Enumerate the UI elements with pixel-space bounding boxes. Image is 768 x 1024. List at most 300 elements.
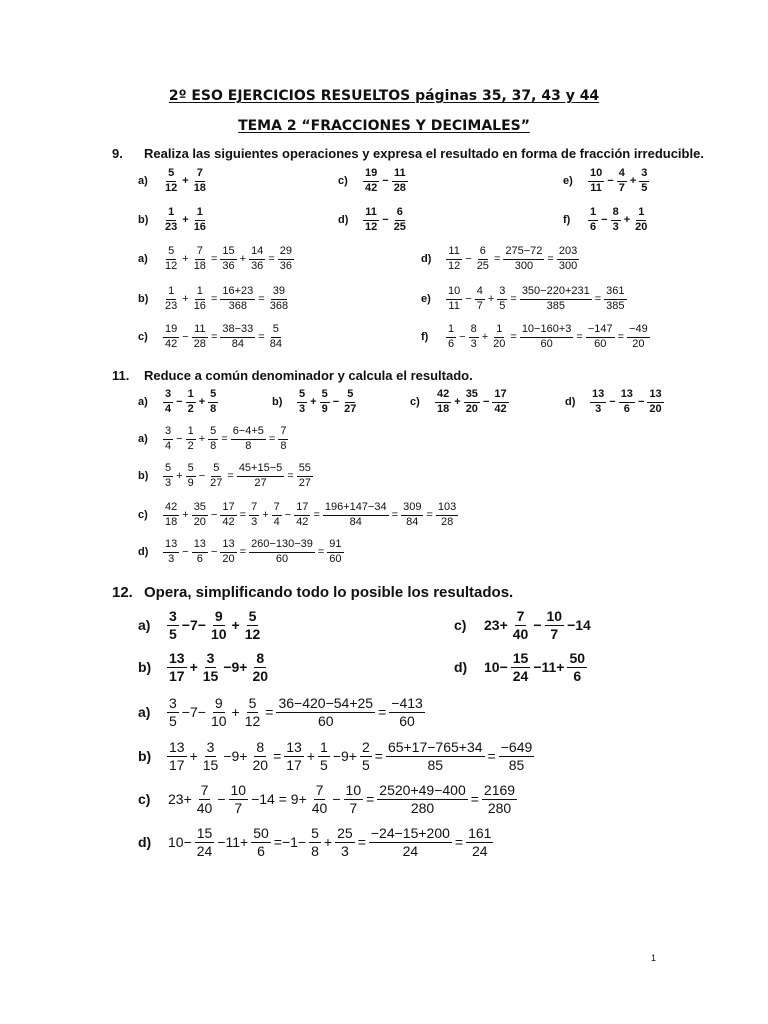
- operator: −: [176, 433, 183, 446]
- fraction: [520, 286, 592, 312]
- fraction: [323, 502, 389, 528]
- operator: 23+: [484, 617, 508, 634]
- fraction: [167, 696, 179, 728]
- math-expression: [589, 389, 665, 415]
- fraction: [251, 826, 271, 858]
- denominator: 6: [257, 842, 265, 859]
- item-label: b): [138, 214, 149, 227]
- fraction: [163, 168, 179, 194]
- fraction: [220, 246, 236, 272]
- fraction: [492, 389, 508, 415]
- fraction: [268, 324, 284, 350]
- denominator: 24: [512, 667, 529, 684]
- math-expression: [166, 740, 535, 772]
- numerator: 4: [617, 168, 627, 182]
- numerator: 42: [435, 389, 451, 403]
- numerator: 1: [446, 324, 456, 338]
- denominator: 20: [635, 220, 648, 233]
- operator: −: [182, 331, 189, 344]
- fraction: [588, 207, 598, 233]
- item-label: e): [563, 175, 573, 188]
- denominator: 84: [349, 515, 362, 528]
- operator: +: [176, 470, 183, 483]
- numerator: 3: [163, 426, 173, 440]
- fraction: [272, 502, 282, 528]
- fraction: [363, 168, 379, 194]
- item-label: a): [138, 433, 148, 446]
- numerator: 7: [516, 608, 525, 624]
- solution-11b: [138, 463, 314, 489]
- math-expression: [587, 207, 650, 233]
- numerator: 15: [512, 650, 529, 666]
- operator: −: [198, 470, 206, 483]
- numerator: −49: [627, 324, 650, 338]
- numerator: 10: [588, 168, 604, 182]
- operator: =: [268, 433, 276, 446]
- fraction: [249, 539, 315, 565]
- numerator: 8: [611, 207, 621, 221]
- denominator: 15: [202, 667, 219, 684]
- fraction: [567, 651, 587, 683]
- fraction: [392, 168, 408, 194]
- denominator: 18: [193, 259, 206, 272]
- item-label: c): [410, 396, 420, 409]
- numerator: 9: [214, 695, 223, 711]
- item-label: d): [421, 253, 432, 266]
- operator: =: [210, 293, 218, 306]
- item-label: c): [138, 791, 151, 808]
- fraction: [590, 389, 606, 415]
- fraction: [320, 389, 330, 415]
- denominator: 27: [344, 402, 357, 415]
- fraction: [192, 246, 208, 272]
- solution-9c: [138, 324, 285, 350]
- solution-11c: [138, 502, 459, 528]
- denominator: 18: [437, 402, 450, 415]
- operator: =: [287, 470, 294, 483]
- denominator: 42: [222, 515, 235, 528]
- math-expression: [162, 246, 295, 272]
- denominator: 3: [299, 402, 306, 415]
- fraction: [167, 651, 187, 683]
- item-label: c): [138, 509, 148, 522]
- numerator: 6: [395, 207, 405, 221]
- denominator: 6: [623, 402, 630, 415]
- denominator: 280: [410, 799, 435, 816]
- fraction: [231, 426, 266, 452]
- operator: −: [465, 253, 472, 266]
- denominator: 3: [165, 476, 172, 489]
- numerator: 1: [186, 389, 196, 403]
- denominator: 20: [465, 402, 478, 415]
- numerator: 42: [163, 502, 179, 516]
- operator: =: [221, 433, 228, 446]
- item-label: d): [138, 834, 152, 851]
- fraction: [499, 740, 535, 772]
- denominator: 36: [251, 259, 264, 272]
- fraction: [268, 286, 290, 312]
- operator: =: [374, 748, 383, 765]
- numerator: 13: [169, 739, 185, 755]
- item-label: b): [138, 470, 149, 483]
- fraction: [163, 426, 173, 452]
- fraction: [192, 539, 208, 565]
- denominator: 8: [210, 439, 217, 452]
- solution-9a: [138, 246, 295, 272]
- denominator: 12: [244, 625, 261, 642]
- numerator: 2169: [483, 782, 516, 798]
- exercise-text: Reduce a común denominador y calcula el resultado.: [144, 368, 473, 383]
- numerator: 5: [345, 389, 355, 403]
- numerator: 4: [475, 286, 485, 300]
- exercise-11-statement: [112, 368, 473, 383]
- denominator: 27: [254, 476, 267, 489]
- numerator: 196+147−34: [323, 502, 389, 516]
- denominator: 7: [550, 625, 559, 642]
- numerator: 260−130−39: [249, 539, 315, 553]
- numerator: 45+15−5: [237, 463, 284, 477]
- denominator: 60: [399, 712, 415, 729]
- fraction: [284, 740, 304, 772]
- fraction: [186, 389, 196, 415]
- numerator: 15: [196, 825, 213, 841]
- fraction: [619, 389, 635, 415]
- fraction: [611, 207, 621, 233]
- denominator: 7: [234, 799, 243, 816]
- denominator: 368: [269, 299, 289, 312]
- operator: +: [629, 175, 637, 188]
- fraction: [229, 783, 249, 815]
- denominator: 17: [286, 756, 302, 773]
- fraction: [617, 168, 627, 194]
- operator: −11+: [217, 834, 249, 851]
- numerator: 13: [220, 539, 236, 553]
- fraction: [342, 389, 358, 415]
- denominator: 20: [222, 552, 235, 565]
- fraction: [389, 696, 425, 728]
- numerator: 7: [278, 426, 288, 440]
- problem-11d: [565, 389, 665, 415]
- fraction: [369, 826, 452, 858]
- math-expression: [162, 539, 345, 565]
- denominator: 18: [193, 181, 206, 194]
- denominator: 27: [298, 476, 311, 489]
- denominator: 11: [590, 181, 602, 194]
- operator: −7−: [181, 617, 206, 634]
- problem-9e: [563, 168, 650, 194]
- operator: −: [176, 396, 183, 409]
- item-label: c): [454, 617, 467, 634]
- fraction: [344, 783, 364, 815]
- operator: −9+: [332, 748, 357, 765]
- item-label: a): [138, 175, 148, 188]
- math-expression: [166, 783, 518, 815]
- denominator: 5: [169, 712, 177, 729]
- fraction: [557, 246, 579, 272]
- operator: =: [547, 253, 554, 266]
- fraction: [278, 246, 294, 272]
- math-expression: [162, 324, 285, 350]
- numerator: 13: [169, 650, 185, 666]
- fraction: [586, 324, 615, 350]
- numerator: 11: [363, 207, 379, 221]
- problem-9c: [338, 168, 409, 194]
- math-expression: [162, 389, 219, 415]
- fraction: [192, 207, 208, 233]
- operator: +: [182, 293, 189, 306]
- numerator: 13: [647, 389, 663, 403]
- operator: −: [609, 396, 616, 409]
- exercise-12-statement: [112, 584, 514, 601]
- numerator: 5: [208, 389, 218, 403]
- fraction: [446, 324, 456, 350]
- denominator: 12: [365, 220, 378, 233]
- fraction: [208, 463, 224, 489]
- fraction: [363, 207, 379, 233]
- numerator: 1: [166, 207, 176, 221]
- operator: +: [306, 748, 316, 765]
- item-label: d): [454, 659, 468, 676]
- operator: =: [210, 253, 218, 266]
- operator: −: [182, 546, 189, 559]
- denominator: 3: [341, 842, 349, 859]
- numerator: −413: [391, 695, 423, 711]
- solution-9f: [421, 324, 651, 350]
- numerator: −147: [586, 324, 615, 338]
- denominator: 17: [169, 667, 185, 684]
- solution-12d: [138, 826, 494, 858]
- numerator: 11: [446, 246, 461, 260]
- denominator: 16: [193, 220, 206, 233]
- operator: =: [258, 331, 265, 344]
- fraction: [491, 324, 507, 350]
- operator: =: [265, 704, 274, 721]
- denominator: 4: [165, 402, 172, 415]
- numerator: 8: [469, 324, 479, 338]
- denominator: 20: [649, 402, 662, 415]
- numerator: 13: [619, 389, 635, 403]
- fraction: [220, 539, 236, 565]
- denominator: 10: [210, 712, 227, 729]
- fraction: [201, 651, 221, 683]
- denominator: 20: [252, 667, 269, 684]
- denominator: 24: [471, 842, 488, 859]
- numerator: 15: [220, 246, 236, 260]
- numerator: 7: [315, 782, 324, 798]
- denominator: 40: [512, 625, 529, 642]
- numerator: 3: [169, 608, 177, 624]
- math-expression: [587, 168, 650, 194]
- numerator: 29: [278, 246, 294, 260]
- denominator: 23: [165, 220, 178, 233]
- operator: +: [182, 253, 189, 266]
- numerator: 3: [639, 168, 649, 182]
- denominator: 2: [187, 439, 194, 452]
- item-label: d): [338, 214, 349, 227]
- document-subtitle: TEMA 2 “FRACCIONES Y DECIMALES”: [238, 118, 530, 134]
- fraction: [192, 168, 208, 194]
- denominator: 36: [279, 259, 292, 272]
- fraction: [588, 168, 604, 194]
- fraction: [360, 740, 372, 772]
- item-label: a): [138, 253, 148, 266]
- numerator: 10−160+3: [520, 324, 574, 338]
- operator: +: [189, 659, 198, 676]
- denominator: 11: [448, 299, 460, 312]
- problem-11b: [272, 389, 359, 415]
- denominator: 60: [540, 337, 553, 350]
- fraction: [511, 651, 531, 683]
- fraction: [163, 389, 173, 415]
- denominator: 24: [402, 842, 419, 859]
- problem-12a: [138, 609, 263, 641]
- item-label: a): [138, 704, 151, 721]
- denominator: 42: [165, 337, 178, 350]
- denominator: 60: [317, 712, 334, 729]
- numerator: 275−72: [503, 246, 544, 260]
- item-label: e): [421, 293, 431, 306]
- denominator: 42: [296, 515, 309, 528]
- item-label: b): [138, 659, 152, 676]
- problem-12c: [454, 609, 593, 641]
- denominator: 25: [393, 220, 406, 233]
- fraction: [401, 502, 423, 528]
- operator: −14: [567, 617, 591, 634]
- numerator: 19: [163, 324, 179, 338]
- math-expression: [482, 609, 593, 641]
- fraction: [192, 286, 208, 312]
- operator: =: [268, 253, 275, 266]
- fraction: [435, 389, 451, 415]
- numerator: 309: [401, 502, 423, 516]
- problem-9f: [563, 207, 650, 233]
- denominator: 6: [590, 220, 597, 233]
- fraction: [163, 502, 179, 528]
- numerator: 3: [206, 650, 215, 666]
- numerator: 14: [249, 246, 265, 260]
- numerator: 2: [361, 739, 370, 755]
- denominator: 8: [210, 402, 217, 415]
- numerator: 1: [186, 426, 196, 440]
- denominator: 24: [196, 842, 213, 859]
- numerator: 13: [286, 739, 302, 755]
- operator: −7−: [181, 704, 206, 721]
- numerator: −649: [500, 739, 533, 755]
- denominator: 9: [187, 476, 194, 489]
- operator: =: [426, 509, 433, 522]
- problem-9a: [138, 168, 209, 194]
- problem-11c: [410, 389, 510, 415]
- denominator: 27: [210, 476, 223, 489]
- fraction: [297, 389, 307, 415]
- denominator: 7: [618, 181, 625, 194]
- denominator: 40: [311, 799, 328, 816]
- fraction: [386, 740, 485, 772]
- numerator: 3: [206, 739, 215, 755]
- operator: =: [576, 331, 583, 344]
- operator: =: [227, 470, 234, 483]
- solution-12a: [138, 696, 426, 728]
- operator: −9+: [223, 748, 248, 765]
- operator: −: [217, 791, 226, 808]
- numerator: 203: [557, 246, 579, 260]
- denominator: 18: [165, 515, 178, 528]
- denominator: 28: [440, 515, 454, 528]
- operator: −: [210, 509, 218, 522]
- denominator: 385: [606, 299, 625, 312]
- operator: 10−: [484, 659, 508, 676]
- numerator: 5: [320, 389, 330, 403]
- solution-11d: [138, 539, 345, 565]
- fraction: [503, 246, 544, 272]
- operator: +: [182, 509, 189, 522]
- fraction: [195, 783, 215, 815]
- solution-11a: [138, 426, 289, 452]
- denominator: 9: [321, 402, 328, 415]
- operator: +: [198, 433, 206, 446]
- denominator: 12: [244, 712, 261, 729]
- denominator: 15: [202, 756, 219, 773]
- denominator: 42: [365, 181, 378, 194]
- denominator: 280: [487, 799, 512, 816]
- numerator: 55: [297, 463, 313, 477]
- numerator: 9: [214, 608, 223, 624]
- denominator: 60: [275, 552, 289, 565]
- numerator: 8: [256, 650, 265, 666]
- numerator: 1: [195, 207, 205, 221]
- operator: =: [493, 253, 501, 266]
- fraction: [276, 696, 375, 728]
- item-label: c): [138, 331, 148, 344]
- denominator: 6: [573, 667, 582, 684]
- operator: =−1−: [273, 834, 307, 851]
- denominator: 8: [245, 439, 252, 452]
- item-label: b): [272, 396, 283, 409]
- operator: −: [465, 293, 472, 306]
- fraction: [436, 502, 458, 528]
- denominator: 85: [508, 756, 525, 773]
- problem-12d: [454, 651, 588, 683]
- denominator: 60: [329, 552, 342, 565]
- fraction: [511, 609, 531, 641]
- denominator: 20: [252, 756, 269, 773]
- denominator: 4: [273, 515, 280, 528]
- numerator: 91: [327, 539, 343, 553]
- fraction: [220, 286, 255, 312]
- numerator: 19: [363, 168, 379, 182]
- operator: +: [487, 293, 495, 306]
- operator: 23+: [168, 791, 192, 808]
- problem-11a: [138, 389, 219, 415]
- fraction: [167, 740, 187, 772]
- fraction: [163, 463, 173, 489]
- math-expression: [362, 168, 409, 194]
- operator: +: [239, 253, 247, 266]
- fraction: [469, 324, 479, 350]
- math-expression: [162, 426, 289, 452]
- fraction: [446, 286, 462, 312]
- fraction: [186, 426, 196, 452]
- denominator: 8: [280, 439, 287, 452]
- numerator: 2520+49−400: [379, 782, 466, 798]
- denominator: 5: [641, 181, 648, 194]
- operator: =: [239, 509, 247, 522]
- denominator: 10: [210, 625, 227, 642]
- math-expression: [296, 389, 359, 415]
- operator: +: [231, 617, 240, 634]
- math-expression: [162, 502, 459, 528]
- fraction: [520, 324, 574, 350]
